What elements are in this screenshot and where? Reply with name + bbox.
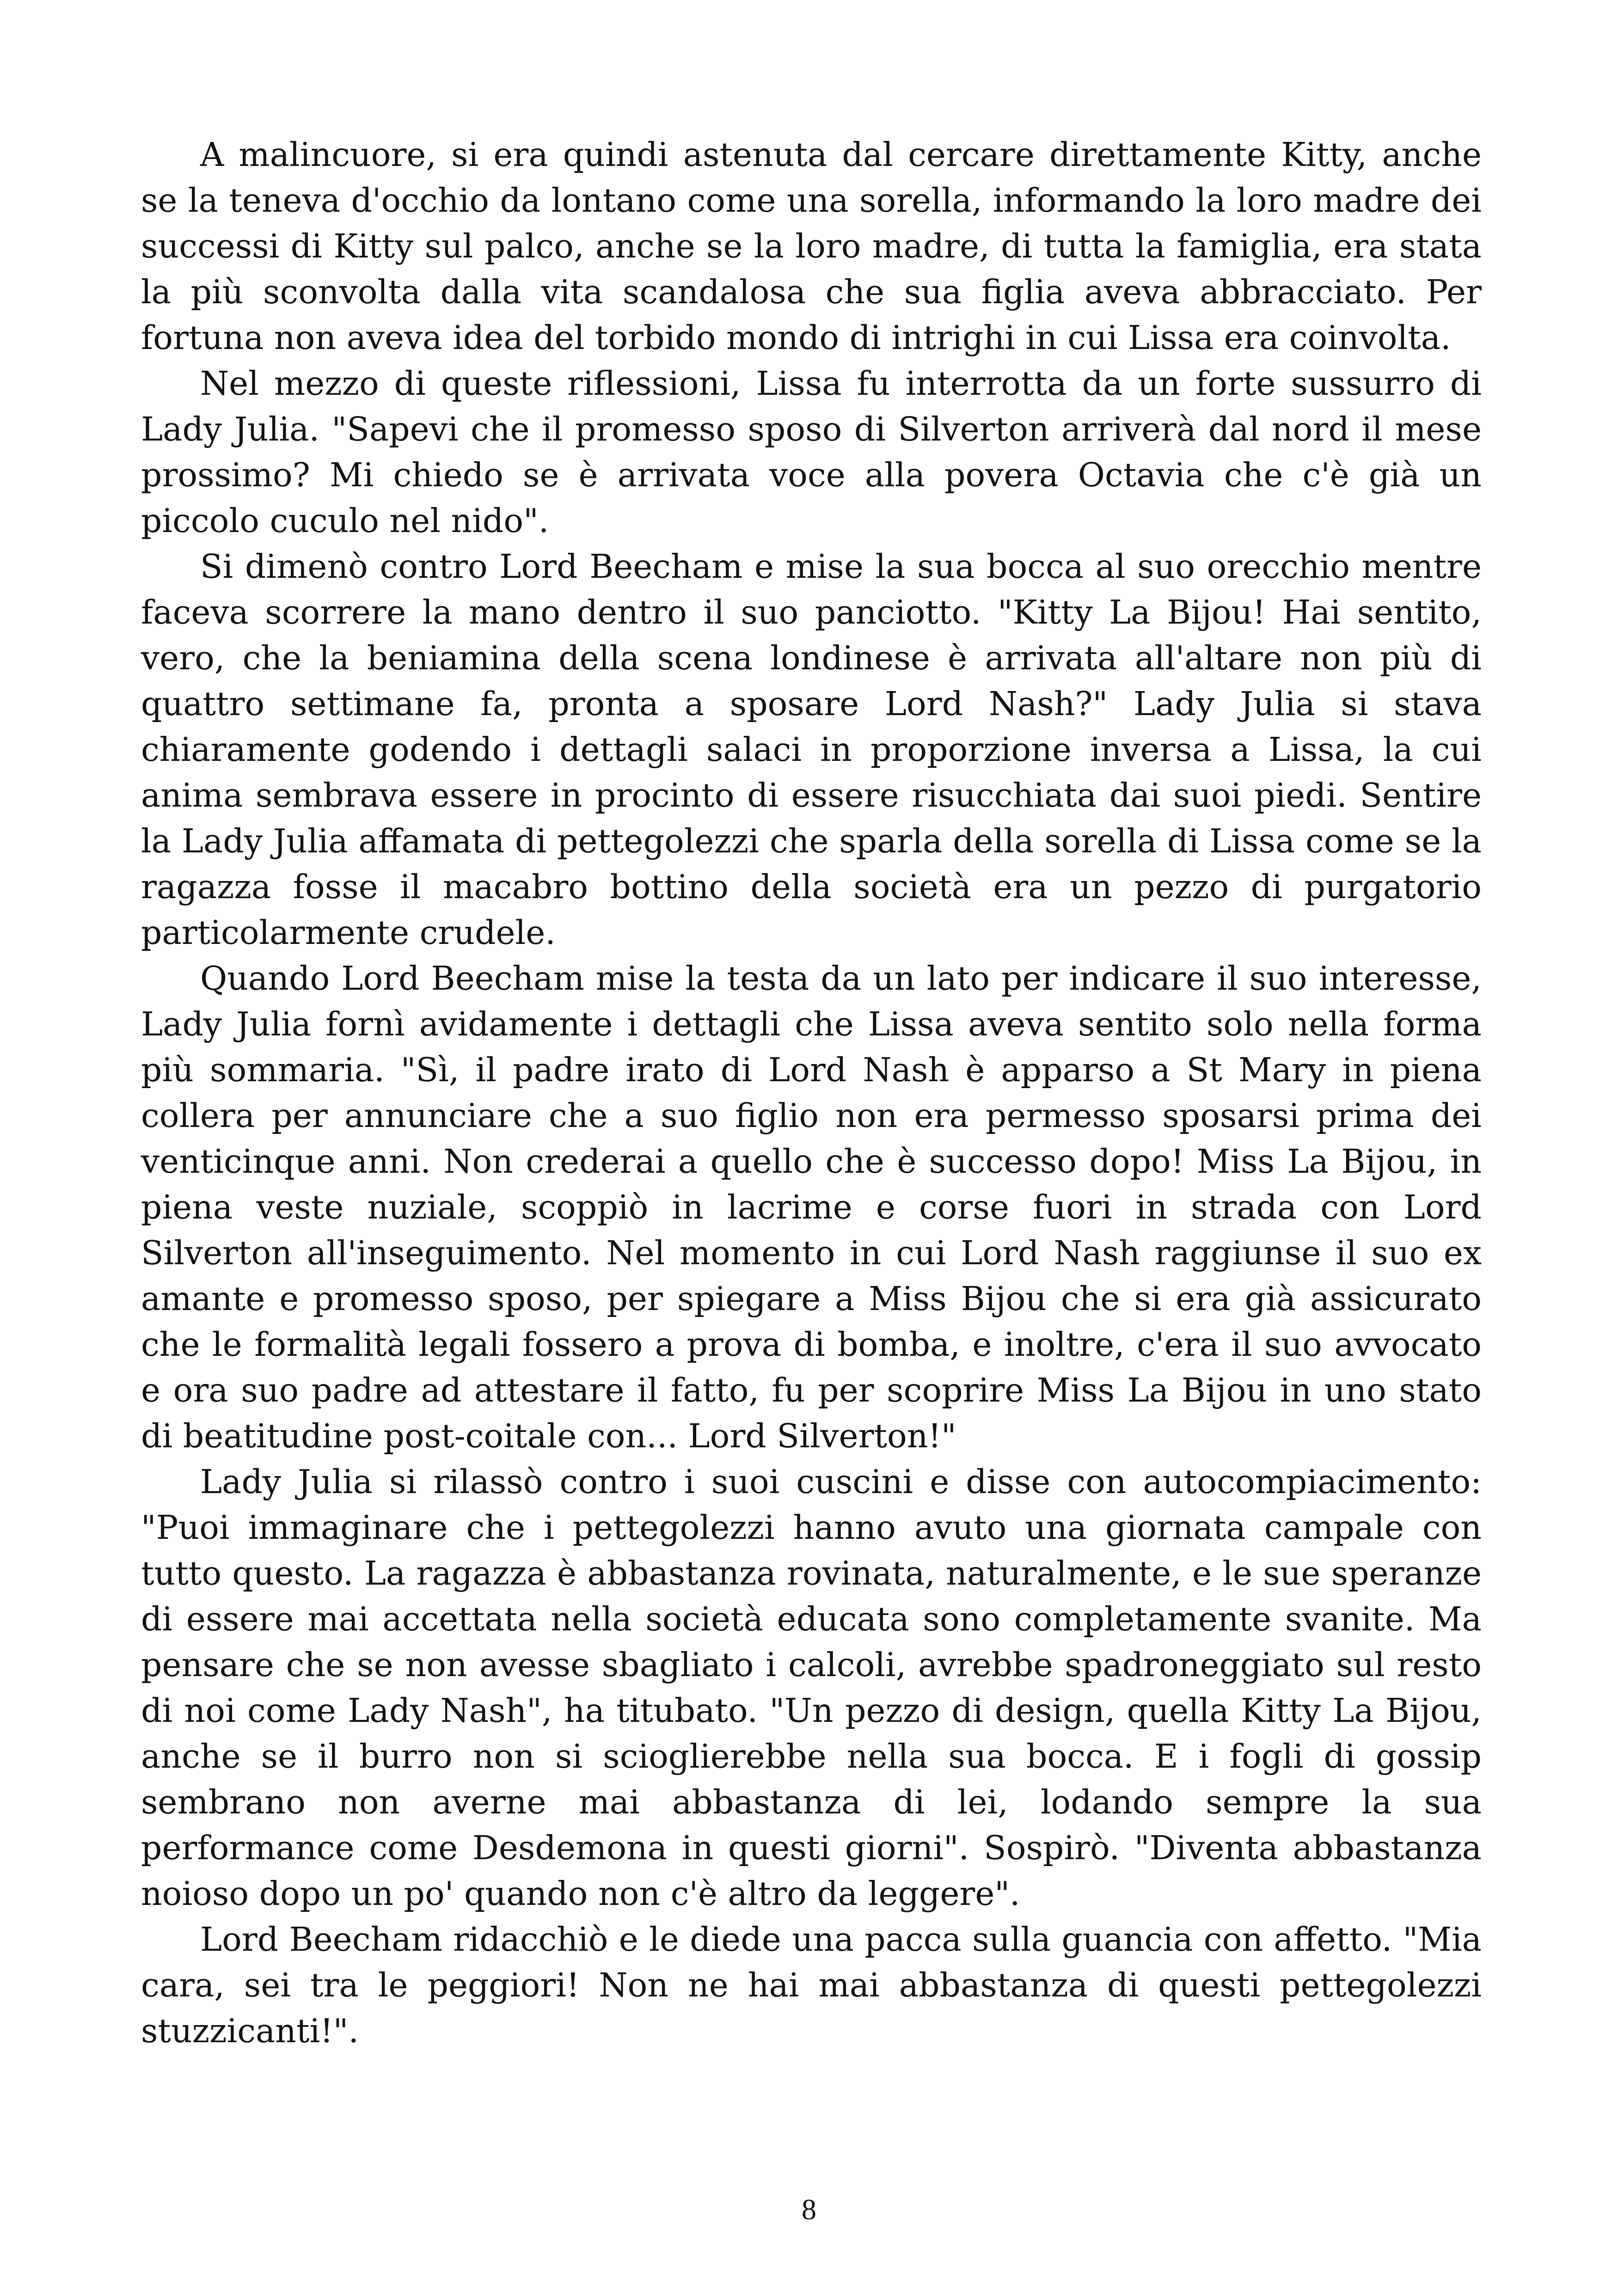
paragraph-5: Lady Julia si rilassò contro i suoi cuscini e disse con autocompiacimento: "Puoi immaginare che i pettegolezzi hanno avuto una giornata campale con tutto questo. La ragazza è abbastanza rovinata, naturalmente, e le sue speranze di essere mai accettata nella società educata sono completamente svanite. Ma pensare che se non avesse sbagliato i calcoli, avrebbe spadroneggiato sul resto di noi come Lady Nash", ha titubato. "Un pezzo di design, quella Kitty La Bijou, anche se il burro non si scioglierebbe nella sua bocca. E i fogli di gossip sembrano non averne mai abbastanza di lei, lodando sempre la sua performance come Desdemona in questi giorni". Sospirò. "Diventa abbastanza noioso dopo un po' quando non c'è altro da leggere". [141,1463,1482,1913]
paragraph-1: A malincuore, si era quindi astenuta dal cercare direttamente Kitty, anche se la teneva d'occhio da lontano come una sorella, informando la loro madre dei successi di Kitty sul palco, anche se la loro madre, di tutta la famiglia, era stata la più sconvolta dalla vita scandalosa che sua figlia aveva abbracciato. Per fortuna non aveva idea del torbido mondo di intrighi in cui Lissa era coinvolta. [141,135,1482,357]
paragraph-2: Nel mezzo di queste riflessioni, Lissa fu interrotta da un forte sussurro di Lady Julia. "Sapevi che il promesso sposo di Silverton arriverà dal nord il mese prossimo? Mi chiedo se è arrivata voce alla povera Octavia che c'è già un piccolo cuculo nel nido". [141,364,1482,540]
page-number: 8 [802,2193,816,2226]
paragraph-6: Lord Beecham ridacchiò e le diede una pacca sulla guancia con affetto. "Mia cara, sei tra le peggiori! Non ne hai mai abbastanza di questi pettegolezzi stuzzicanti!". [141,1920,1482,2050]
body-text [141,132,1482,2054]
paragraph-3: Si dimenò contro Lord Beecham e mise la sua bocca al suo orecchio mentre faceva scorrere la mano dentro il suo panciotto. "Kitty La Bijou! Hai sentito, vero, che la beniamina della scena londinese è arrivata all'altare non più di quattro settimane fa, pronta a sposare Lord Nash?" Lady Julia si stava chiaramente godendo i dettagli salaci in proporzione inversa a Lissa, la cui anima sembrava essere in procinto di essere risucchiata dai suoi piedi. Sentire la Lady Julia affamata di pettegolezzi che sparla della sorella di Lissa come se la ragazza fosse il macabro bottino della società era un pezzo di purgatorio particolarmente crudele. [141,547,1482,952]
paragraph-4: Quando Lord Beecham mise la testa da un lato per indicare il suo interesse, Lady Julia fornì avidamente i dettagli che Lissa aveva sentito solo nella forma più sommaria. "Sì, il padre irato di Lord Nash è apparso a St Mary in piena collera per annunciare che a suo figlio non era permesso sposarsi prima dei venticinque anni. Non crederai a quello che è successo dopo! Miss La Bijou, in piena veste nuziale, scoppiò in lacrime e corse fuori in strada con Lord Silverton all'inseguimento. Nel momento in cui Lord Nash raggiunse il suo ex amante e promesso sposo, per spiegare a Miss Bijou che si era già assicurato che le formalità legali fossero a prova di bomba, e inoltre, c'era il suo avvocato e ora suo padre ad attestare il fatto, fu per scoprire Miss La Bijou in uno stato di beatitudine post-coitale con... Lord Silverton!" [141,959,1482,1455]
